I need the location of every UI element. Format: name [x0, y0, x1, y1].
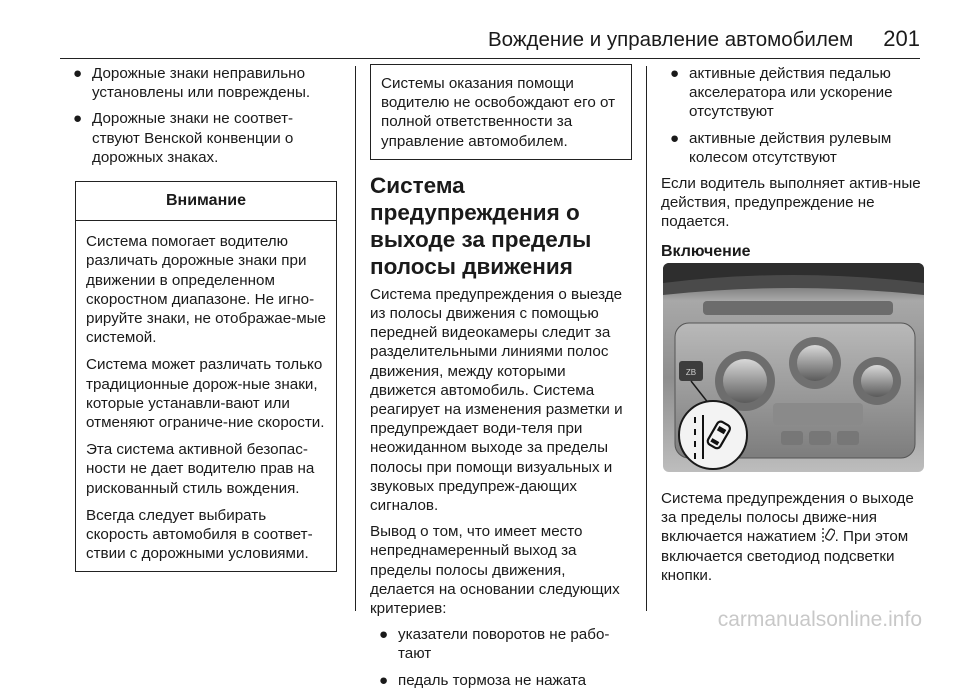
list-item: ● Дорожные знаки неправильно установлены или повреждены. [73, 65, 311, 102]
list-item: ● указатели поворотов не рабо-тают [379, 626, 610, 663]
subheading: Включение [661, 242, 751, 260]
column-2 [370, 64, 632, 697]
column-3 [661, 64, 927, 275]
column-1 [64, 64, 336, 572]
dashboard-photo [663, 263, 924, 472]
caption-text: Система предупреждения о выходе за пределы полосы движе-ния включается нажатием . При этом включается светодиод подсветки кнопки. [661, 490, 914, 584]
warning-title: Внимание [76, 182, 336, 221]
list-item: ● Дорожные знаки не соответ-ствуют Венской конвенции о дорожных знаках. [73, 110, 294, 166]
list-item: ● активные действия рулевым колесом отсутствуют [670, 129, 892, 166]
warning-paragraph: Система может различать только традиционные дорож-ные знаки, которые устанавли-вают или отменяют ограниче-ние скорости. [86, 356, 325, 432]
page-header [60, 26, 920, 56]
warning-paragraph: Эта система активной безопас-ности не дает водителю прав на рискованный стиль вождения. [86, 441, 315, 497]
bullet-icon: ● [73, 110, 83, 128]
warning-paragraph: Всегда следует выбирать скорость автомобиля в соответ-ствии с дорожными условиями. [86, 506, 313, 563]
warning-paragraph: Система помогает водителю различать дорожные знаки при движении в определенном скоростном диапазоне. Не игно-рируйте знаки, не отображае-мые системой. [86, 233, 327, 347]
note-box [370, 64, 632, 160]
list-item: ● активные действия педалью акселератора или ускорение отсутствуют [670, 65, 893, 121]
paragraph: Вывод о том, что имеет место непреднамеренный выход за пределы полосы движения, делается на основании следующих критериев: [370, 523, 620, 618]
photo-caption [661, 489, 927, 585]
button-callout [679, 401, 747, 469]
column-divider-1 [355, 66, 356, 611]
bullet-icon: ● [73, 65, 83, 82]
warning-body [76, 221, 336, 563]
paragraph: Система предупреждения о выезде из полосы движения с помощью передней видеокамеры следит за разделительными линиями полос движения, между которыми движется автомобиль. Система реагирует на изменения разметки и предупреждает води-теля при неожиданном выходе за пределы полосы при помощи визуальных и звуковых предупреж-дающих сигналов. [370, 285, 623, 515]
page-title: Вождение и управление автомобилем [487, 28, 854, 51]
page-number: 201 [883, 26, 920, 51]
bullet-icon: ● [670, 65, 680, 82]
column-divider-2 [646, 66, 647, 611]
paragraph: Если водитель выполняет актив-ные действия, предупреждение не подается. [661, 175, 921, 231]
bullet-icon: ● [379, 626, 389, 644]
bullet-icon: ● [379, 671, 389, 689]
section-title: Система предупреждения о выходе за пределы полосы движения [370, 172, 592, 279]
note-text: Системы оказания помощи водителю не освобождают его от полной ответственности за управление автомобилем. [381, 75, 616, 150]
bullet-icon: ● [670, 129, 680, 147]
watermark: carmanualsonline.info [717, 608, 922, 631]
header-rule [60, 58, 920, 59]
list-item: ● педаль тормоза не нажата [379, 671, 587, 689]
button-label: ZB [685, 368, 697, 377]
lane-departure-icon-inline [821, 527, 835, 543]
dashboard-illustration [663, 263, 924, 472]
warning-box [75, 181, 337, 572]
